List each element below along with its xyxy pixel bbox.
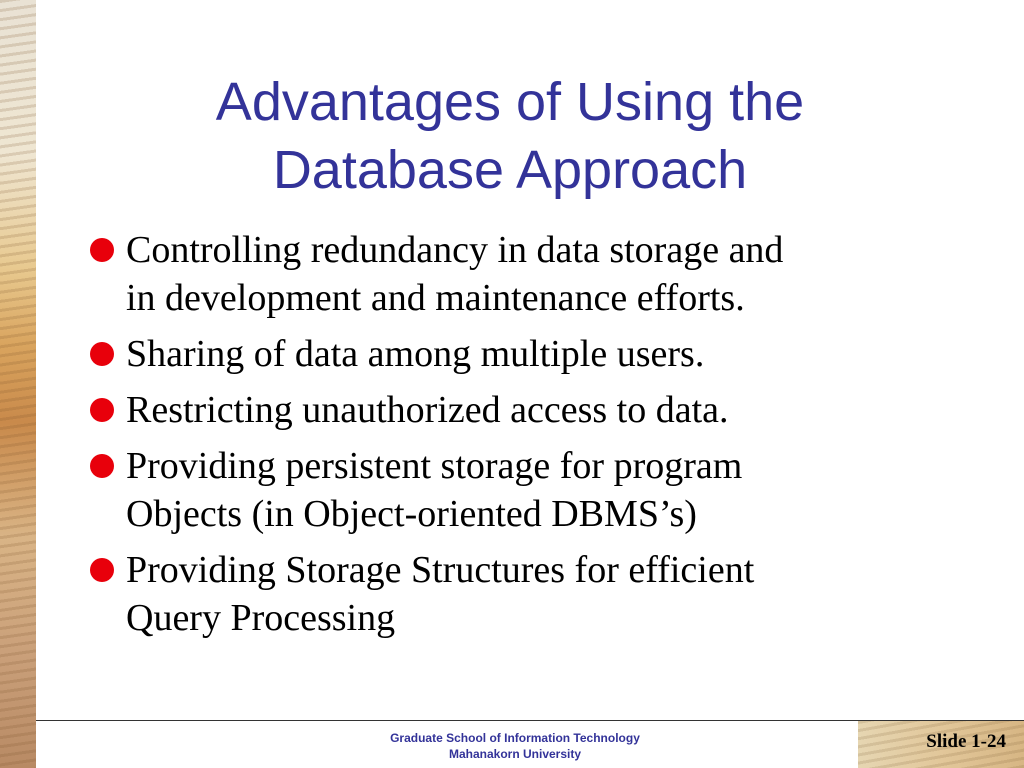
bullet-dot-icon (90, 342, 114, 366)
bullet-dot-icon (90, 454, 114, 478)
bullet-text-line: in development and maintenance efforts. (126, 277, 745, 319)
bullet-text-line: Restricting unauthorized access to data. (126, 389, 729, 431)
bullet-item (88, 442, 928, 538)
bullet-list (88, 226, 928, 650)
bullet-text-line: Providing persistent storage for program (126, 445, 743, 487)
bullet-text-line: Query Processing (126, 597, 396, 639)
bullet-text-line: Controlling redundancy in data storage and (126, 229, 784, 271)
footer-institution (300, 730, 730, 762)
bullet-item (88, 386, 928, 434)
bullet-item (88, 546, 928, 642)
bullet-dot-icon (90, 398, 114, 422)
slide-title (60, 68, 960, 204)
decorative-side-strip (0, 0, 36, 768)
bullet-text-line: Sharing of data among multiple users. (126, 333, 705, 375)
bullet-item (88, 226, 928, 322)
title-line-1: Advantages of Using the (215, 72, 805, 132)
slide-number: Slide 1-24 (926, 731, 1006, 752)
footer-line-2: Mahanakorn University (448, 747, 582, 761)
bullet-item (88, 330, 928, 378)
footer-line-1: Graduate School of Information Technology (390, 731, 640, 745)
bullet-text-line: Objects (in Object-oriented DBMS’s) (126, 493, 697, 535)
bullet-dot-icon (90, 238, 114, 262)
slide-number-box (858, 721, 1024, 768)
title-line-2: Database Approach (272, 140, 748, 200)
bullet-dot-icon (90, 558, 114, 582)
bullet-text-line: Providing Storage Structures for efficient (126, 549, 755, 591)
